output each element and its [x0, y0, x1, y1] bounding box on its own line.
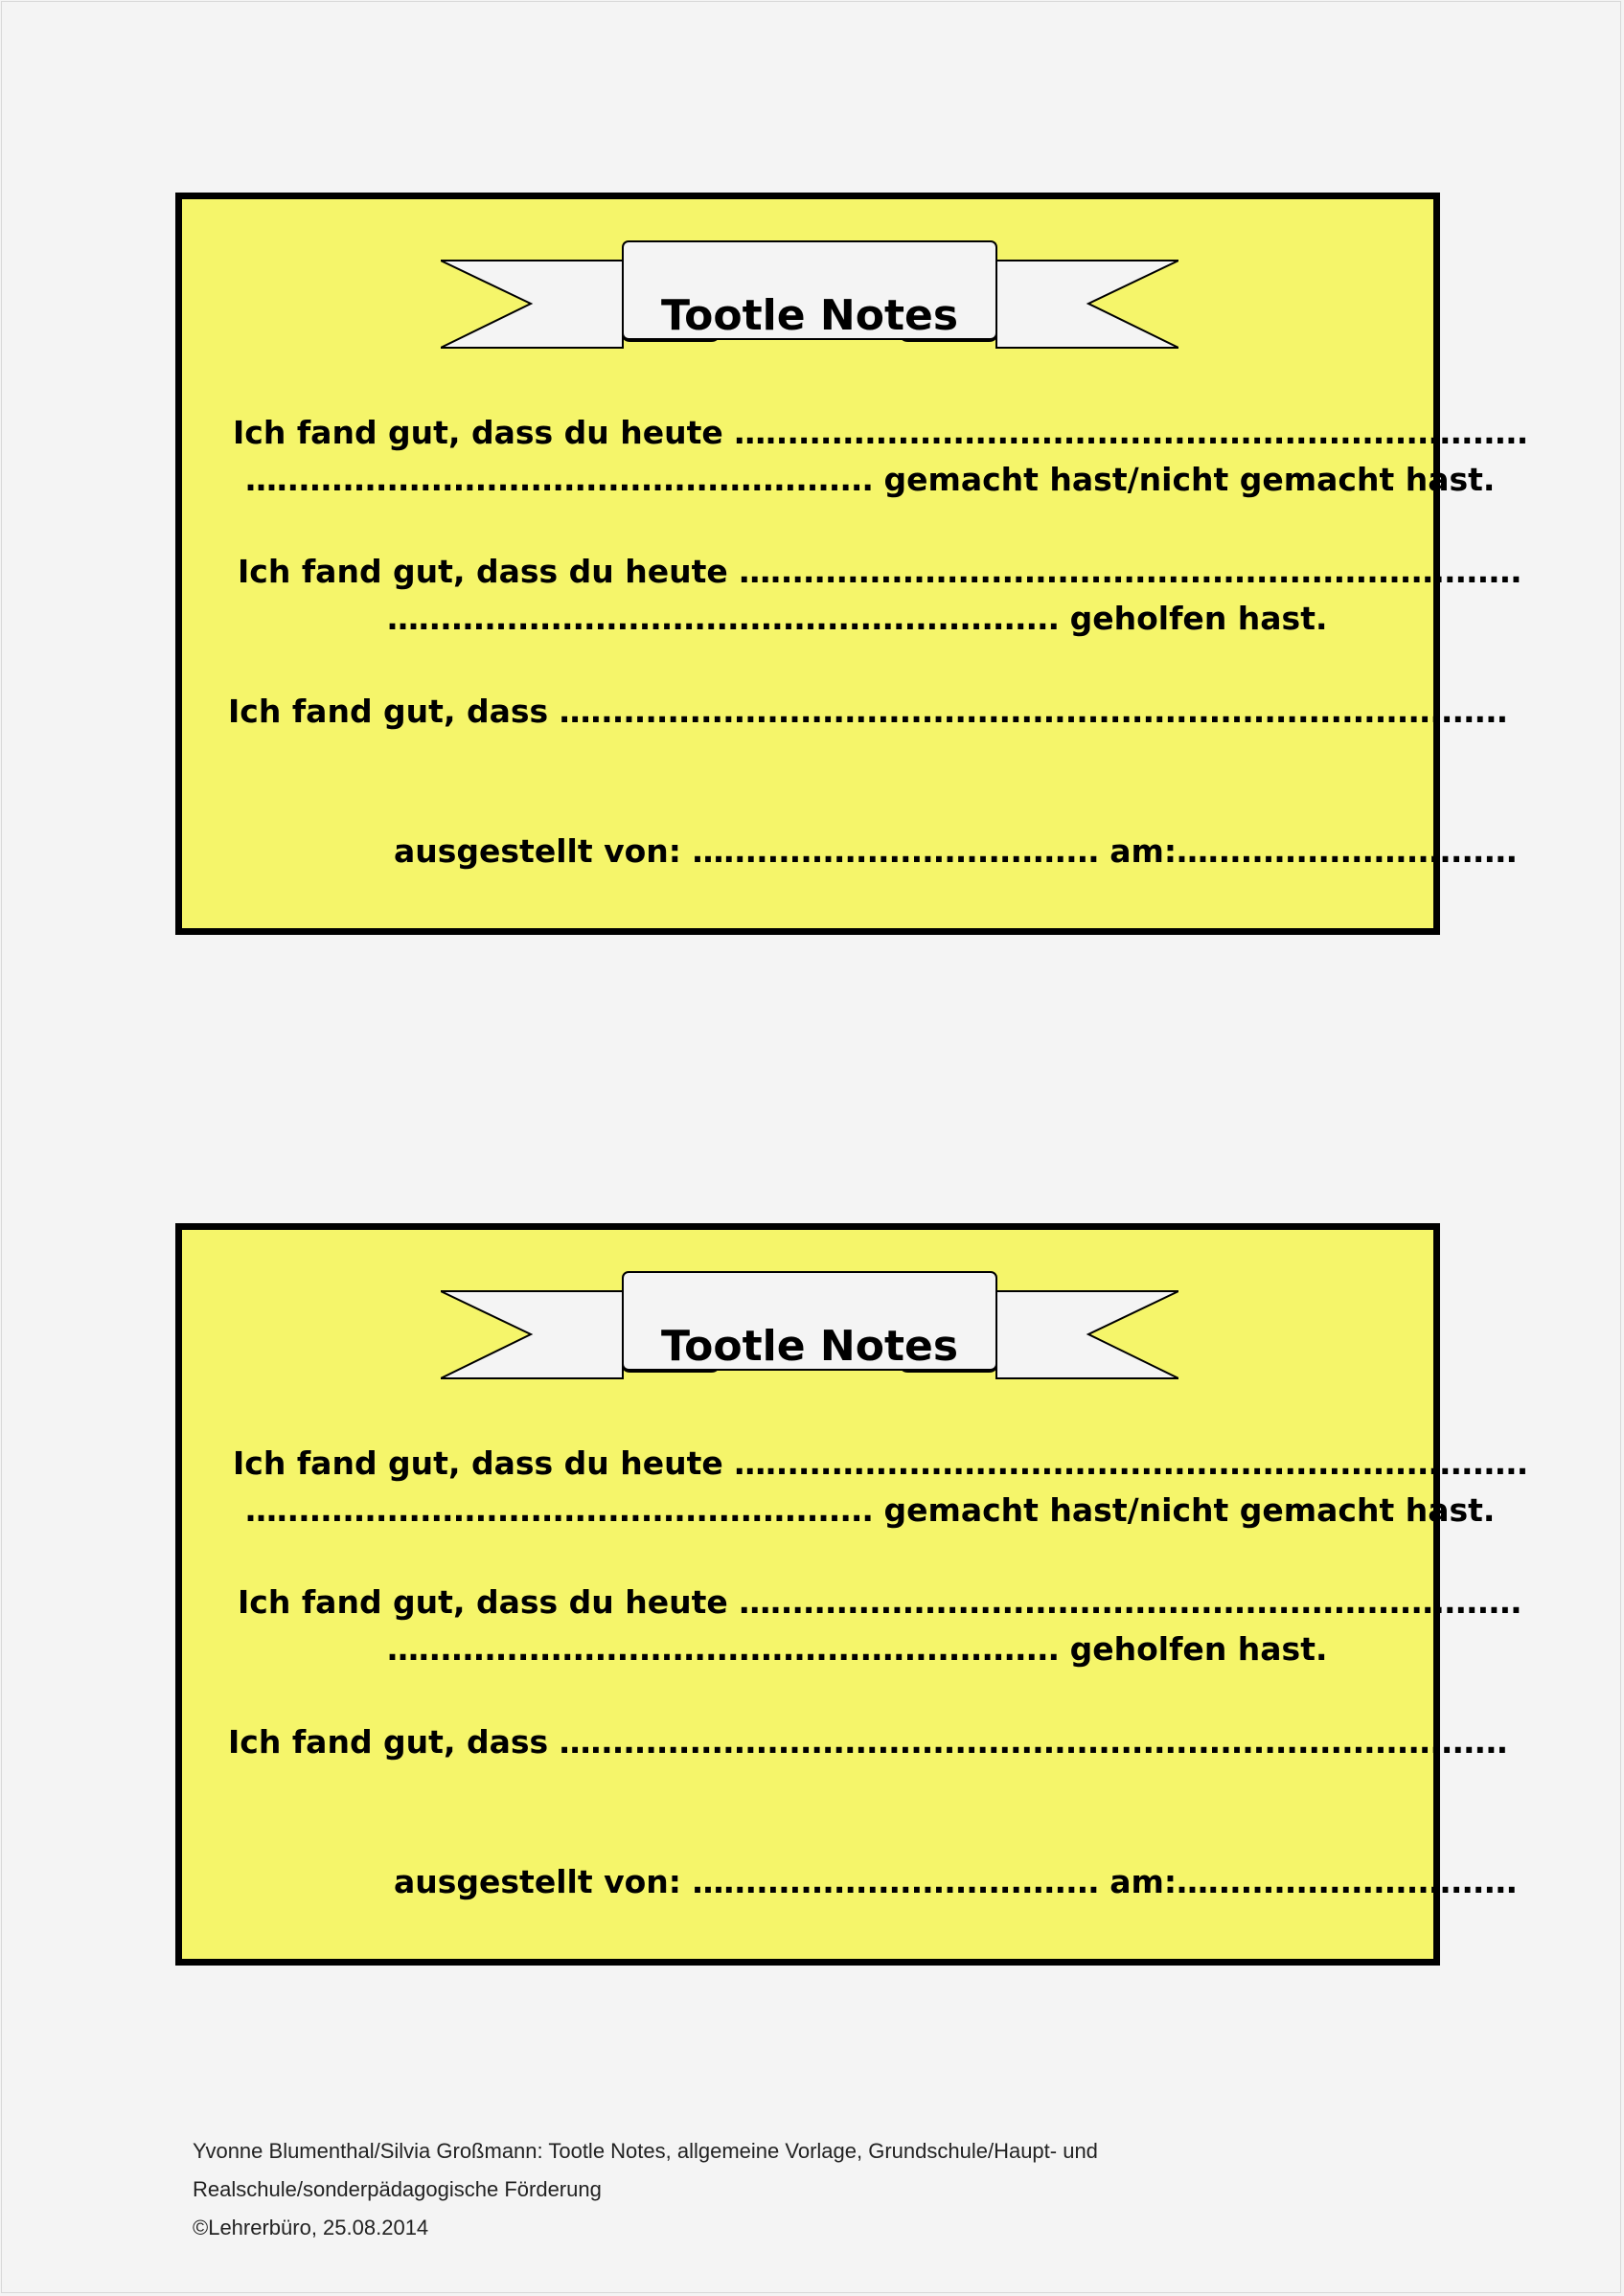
tootle-note-card-2 [175, 1223, 1528, 1966]
praise-line-3-label: Ich fand gut, dass du heute [238, 553, 740, 590]
fill-in-blank: …................................................................................... [559, 1723, 1508, 1761]
fill-in-blank: ….................................................................... [739, 553, 1521, 590]
praise-line-2-label: gemacht hast/nicht gemacht hast. [872, 461, 1496, 498]
date-blank: …............................ [1177, 1863, 1518, 1900]
praise-line-5 [228, 1723, 1508, 1761]
praise-line-4-label: geholfen hast. [1059, 600, 1328, 637]
issued-by-line [394, 832, 1518, 870]
praise-line-4-label: geholfen hast. [1059, 1630, 1328, 1668]
praise-line-1 [233, 1444, 1528, 1482]
fill-in-blank: ….................................................................... [739, 1583, 1521, 1621]
praise-line-3 [238, 553, 1521, 590]
issued-by-label: ausgestellt von: [394, 1863, 693, 1900]
praise-line-1-label: Ich fand gut, dass du heute [233, 414, 735, 451]
praise-line-3-label: Ich fand gut, dass du heute [238, 1583, 740, 1621]
date-label: am: [1098, 832, 1178, 870]
fill-in-blank: …...................................................... [245, 461, 873, 498]
praise-line-5-label: Ich fand gut, dass [228, 693, 560, 730]
praise-line-2-label: gemacht hast/nicht gemacht hast. [872, 1491, 1496, 1529]
issued-by-blank: ….................................. [692, 1863, 1099, 1900]
praise-line-1 [233, 414, 1528, 451]
ribbon-banner [441, 1270, 1178, 1389]
praise-line-2 [245, 1491, 1496, 1529]
fill-in-blank: …..................................................................... [734, 414, 1528, 451]
tootle-note-card-1 [175, 193, 1528, 935]
date-label: am: [1098, 1863, 1178, 1900]
card-title: Tootle Notes [660, 291, 959, 340]
praise-line-3 [238, 1583, 1521, 1621]
praise-line-4 [387, 1630, 1328, 1668]
fill-in-blank: …................................................................................... [559, 693, 1508, 730]
praise-line-4 [387, 600, 1328, 637]
footer-line-2: Realschule/sonderpädagogische Förderung [193, 2177, 602, 2201]
ribbon-banner [441, 239, 1178, 358]
footer-line-3: ©Lehrerbüro, 25.08.2014 [193, 2216, 429, 2239]
issued-by-line [394, 1863, 1518, 1900]
fill-in-blank: …..................................................................... [734, 1444, 1528, 1482]
fill-in-blank: ….......................................................... [387, 1630, 1060, 1668]
praise-line-5 [228, 693, 1508, 730]
footer-credits [193, 2132, 1098, 2247]
fill-in-blank: ….......................................................... [387, 600, 1060, 637]
date-blank: …............................ [1177, 832, 1518, 870]
issued-by-label: ausgestellt von: [394, 832, 693, 870]
footer-line-1: Yvonne Blumenthal/Silvia Großmann: Tootle Notes, allgemeine Vorlage, Grundschule/Haupt- und [193, 2139, 1098, 2163]
card-title: Tootle Notes [660, 1322, 959, 1371]
praise-line-1-label: Ich fand gut, dass du heute [233, 1444, 735, 1482]
fill-in-blank: …...................................................... [245, 1491, 873, 1529]
praise-line-2 [245, 461, 1496, 498]
praise-line-5-label: Ich fand gut, dass [228, 1723, 560, 1761]
issued-by-blank: ….................................. [692, 832, 1099, 870]
